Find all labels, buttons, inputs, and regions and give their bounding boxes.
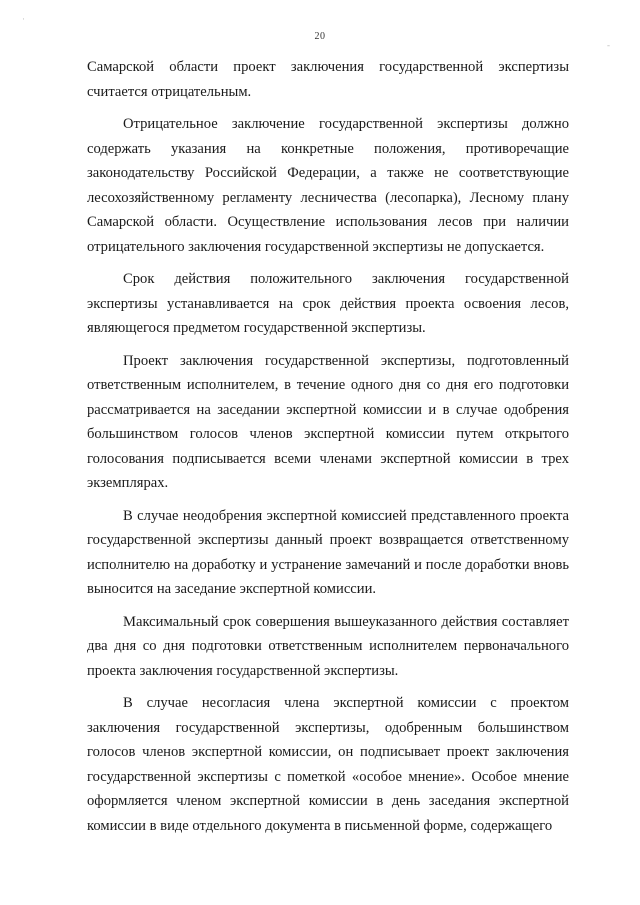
paragraph-dissenting-opinion: В случае несогласия члена экспертной комиссии с проектом заключения государственной экспертизы, одобренным большинством голосов членов экспертной комиссии, он подписывает проект заключения государственной экспертизы с пометкой «особое мнение». Особое мнение оформляется членом экспертной комиссии в день заседания экспертной комиссии в виде отдельного документа в письменной форме, содержащего — [87, 695, 569, 834]
paragraph-validity-term: Срок действия положительного заключения государственной экспертизы устанавливается на срок действия проекта освоения лесов, являющегося предметом государственной экспертизы. — [87, 271, 569, 336]
document-body — [87, 55, 569, 838]
paragraph-max-term: Максимальный срок совершения вышеуказанного действия составляет два дня со дня подготовки ответственным исполнителем первоначального проекта заключения государственной экспертизы. — [87, 613, 569, 679]
scan-artifact: · — [22, 14, 25, 24]
page-number: 20 — [314, 31, 326, 42]
scan-artifact: - — [607, 40, 610, 50]
paragraph-commission-review: Проект заключения государственной экспертизы, подготовленный ответственным исполнителем, в течение одного дня со дня его подготовки рассматривается на заседании экспертной комиссии и в случае одобрения большинством голосов членов экспертной комиссии путем открытого голосования подписывается всеми членами экспертной комиссии в трех экземплярах. — [87, 352, 569, 491]
paragraph-disapproval: В случае неодобрения экспертной комиссией представленного проекта государственной экспертизы данный проект возвращается ответственному исполнителю на доработку и устранение замечаний и после доработки вновь выносится на заседание экспертной комиссии. — [87, 507, 569, 597]
paragraph-negative-conclusion: Отрицательное заключение государственной экспертизы должно содержать указания на конкретные положения, противоречащие законодательству Российской Федерации, а также не соответствующие лесохозяйственному регламенту лесничества (лесопарка), Лесному плану Самарской области. Осуществление использования лесов при наличии отрицательного заключения государственной экспертизы не допускается. — [87, 116, 569, 255]
paragraph-continuation: Самарской области проект заключения государственной экспертизы считается отрицательным. — [87, 59, 569, 100]
